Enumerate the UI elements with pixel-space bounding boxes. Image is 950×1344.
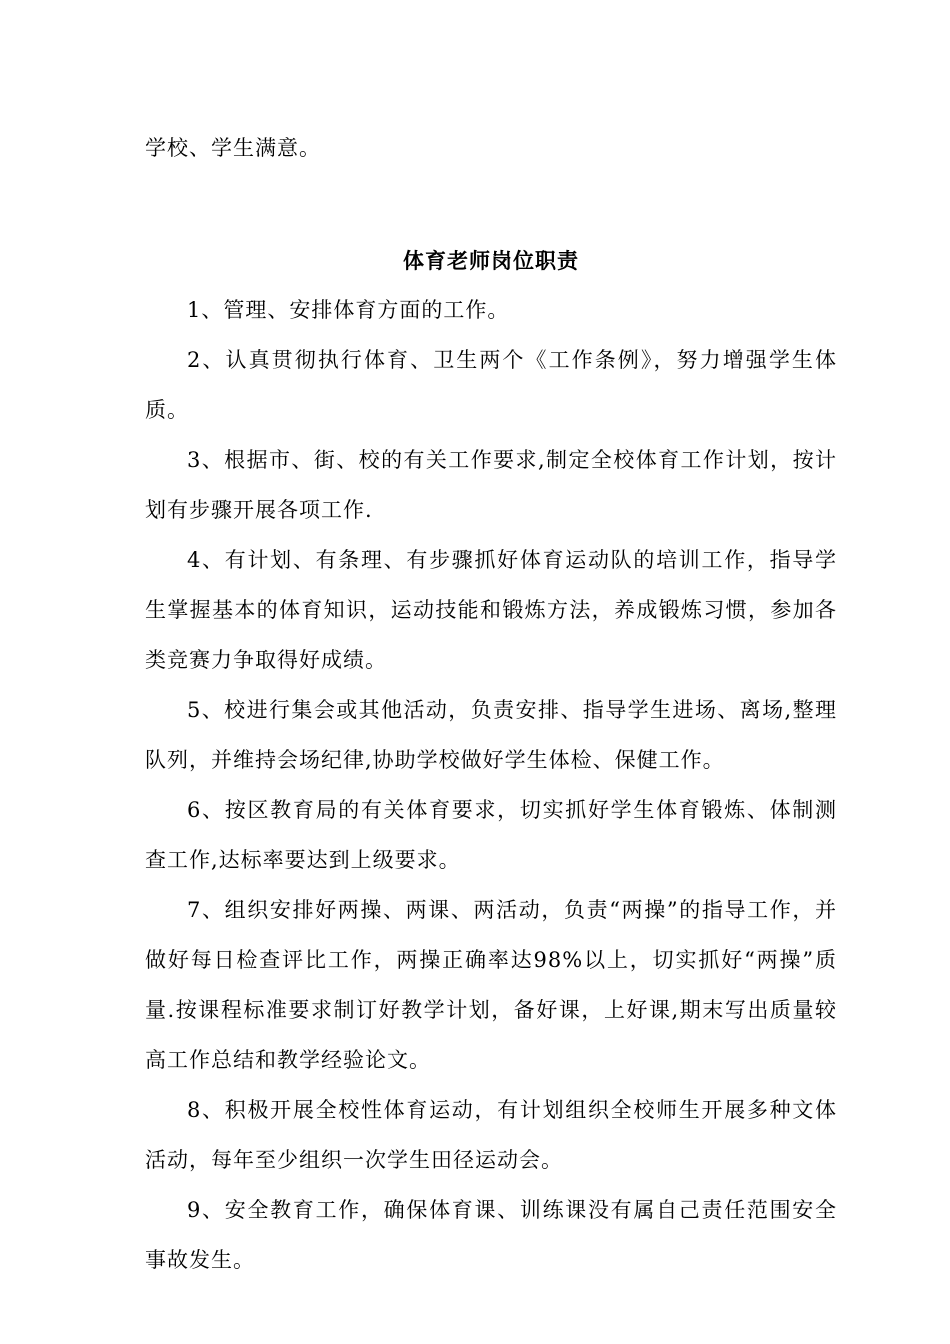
lead-paragraph: 学校、学生满意。 bbox=[145, 136, 321, 160]
duty-item-6: 6、按区教育局的有关体育要求，切实抓好学生体育锻炼、体制测查工作,达标率要达到上级要求。 bbox=[145, 798, 837, 872]
duty-item-5: 5、校进行集会或其他活动，负责安排、指导学生进场、离场,整理队列，并维持会场纪律,协助学校做好学生体检、保健工作。 bbox=[145, 698, 837, 772]
duty-item-3: 3、根据市、街、校的有关工作要求,制定全校体育工作计划，按计划有步骤开展各项工作. bbox=[145, 448, 837, 522]
document-title: 体育老师岗位职责 bbox=[403, 248, 579, 273]
duty-item-1: 1、管理、安排体育方面的工作。 bbox=[187, 298, 510, 322]
duty-item-2: 2、认真贯彻执行体育、卫生两个《工作条例》，努力增强学生体质。 bbox=[145, 348, 837, 422]
duty-item-8: 8、积极开展全校性体育运动，有计划组织全校师生开展多种文体活动，每年至少组织一次学生田径运动会。 bbox=[145, 1098, 837, 1172]
duty-list bbox=[145, 285, 837, 1285]
duty-item-9: 9、安全教育工作，确保体育课、训练课没有属自己责任范围安全事故发生。 bbox=[145, 1198, 837, 1272]
duty-item-7: 7、组织安排好两操、两课、两活动，负责“两操”的指导工作，并做好每日检查评比工作，两操正确率达98%以上，切实抓好“两操”质量.按课程标准要求制订好教学计划，备好课，上好课,期末写出质量较高工作总结和教学经验论文。 bbox=[145, 898, 837, 1072]
duty-item-4: 4、有计划、有条理、有步骤抓好体育运动队的培训工作，指导学生掌握基本的体育知识，运动技能和锻炼方法，养成锻炼习惯，参加各类竞赛力争取得好成绩。 bbox=[145, 548, 837, 672]
